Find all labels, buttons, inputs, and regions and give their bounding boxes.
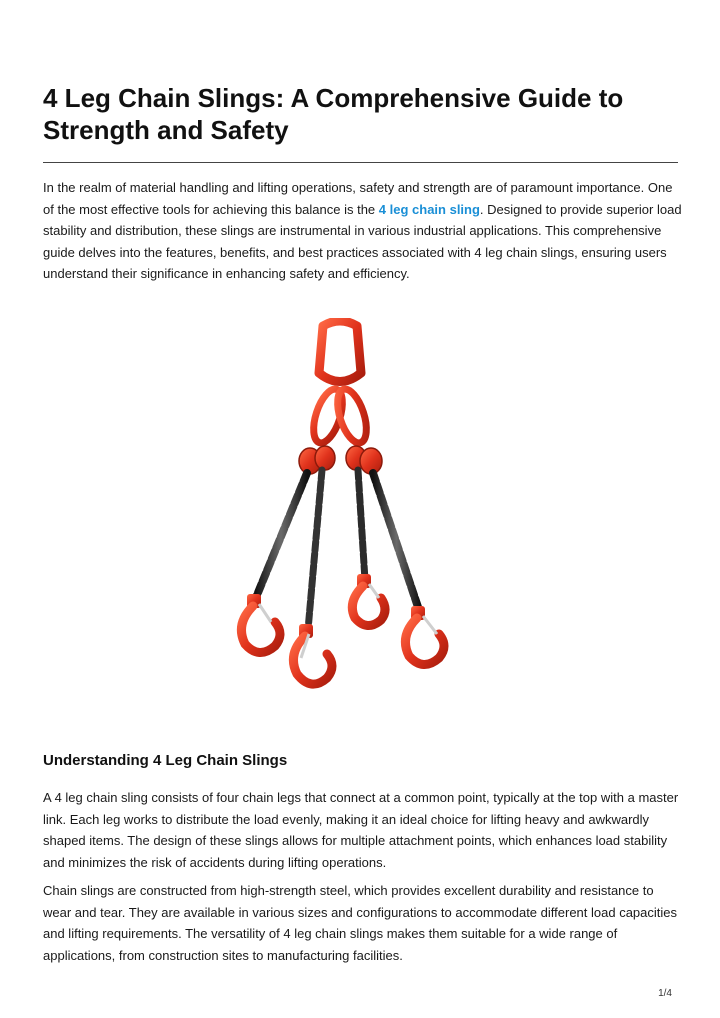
intro-text-end: . Designed to provide superior load stability and distribution, these slings are instrumental in various industrial applications. This comprehensive guide delves into the features, benefits, and best practices associated with 4 leg chain slings, ensuring users understand their significance in enhancing safety and efficiency. xyxy=(43,201,682,282)
master-link xyxy=(319,321,361,382)
chain-leg-1 xyxy=(255,473,307,600)
hook-4 xyxy=(405,606,444,665)
chain-sling-link[interactable]: 4 leg chain sling xyxy=(378,201,480,217)
chain-sling-image xyxy=(215,318,465,703)
hook-3 xyxy=(352,574,385,626)
page-title: 4 Leg Chain Slings: A Comprehensive Guide to Strength and Safety xyxy=(43,83,624,145)
coupling-left xyxy=(299,446,335,474)
intro-text-start: In the realm of material handling and lifting operations, safety and strength are of paramount importance. One of the most effective tools for achieving this balance is the xyxy=(43,180,673,217)
section-heading: Understanding 4 Leg Chain Slings xyxy=(43,752,288,769)
coupling-right xyxy=(346,446,382,474)
title-divider xyxy=(43,162,678,163)
body-paragraph: Chain slings are constructed from high-strength steel, which provides excellent durability and resistance to wear and tear. They are available in various sizes and configurations to accommodate different load capacities and lifting requirements. The versatility of 4 leg chain slings makes them suitable for a wide range of applications, from construction sites to manufacturing facilities. xyxy=(43,883,677,963)
body-paragraph: A 4 leg chain sling consists of four chain legs that connect at a common point, typically at the top with a master link. Each leg works to distribute the load evenly, making it an ideal choice for lifting heavy and awkwardly shaped items. The design of these slings allows for multiple attachment points, which enhances load stability and minimizes the risk of accidents during lifting operations. xyxy=(43,790,679,870)
chain-leg-2 xyxy=(308,470,322,630)
chain-sling-illustration xyxy=(215,318,465,703)
page-number: 1/4 xyxy=(658,988,672,999)
chain-leg-3 xyxy=(358,470,365,580)
sub-link-right xyxy=(332,386,372,447)
intro-paragraph xyxy=(43,177,683,285)
chain-leg-4 xyxy=(373,473,420,613)
hook-1 xyxy=(241,594,280,653)
hook-2 xyxy=(293,624,332,684)
